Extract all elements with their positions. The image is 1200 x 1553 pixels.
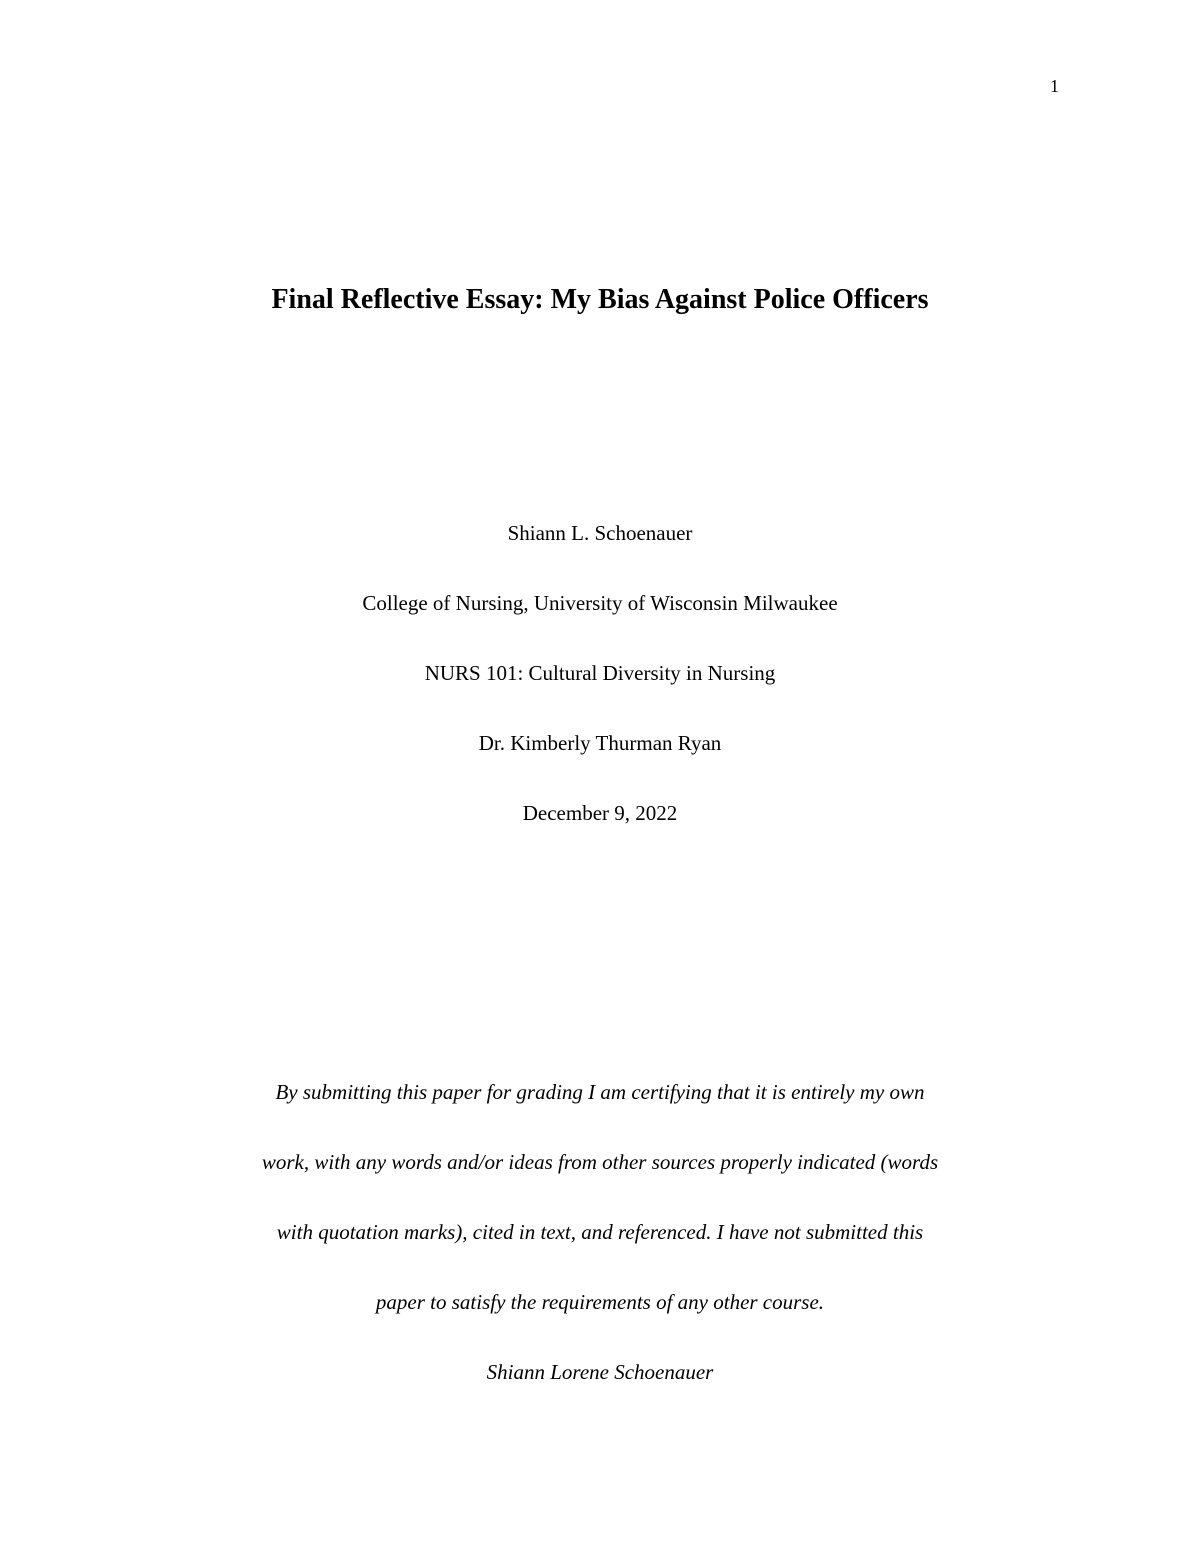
institution: College of Nursing, University of Wisconsin Milwaukee [362,591,838,615]
certification-line: with quotation marks), cited in text, and referenced. I have not submitted this [276,1220,924,1244]
instructor-name: Dr. Kimberly Thurman Ryan [478,731,722,755]
certification-line: paper to satisfy the requirements of any other course. [375,1290,825,1314]
certification-line: By submitting this paper for grading I am certifying that it is entirely my own [275,1080,925,1104]
submission-date: December 9, 2022 [522,801,678,825]
course-name: NURS 101: Cultural Diversity in Nursing [424,661,776,685]
paper-title: Final Reflective Essay: My Bias Against Police Officers [271,284,929,315]
signature: Shiann Lorene Schoenauer [486,1360,714,1384]
certification-line: work, with any words and/or ideas from other sources properly indicated (words [261,1150,939,1174]
author-name: Shiann L. Schoenauer [507,521,693,545]
page-number: 1 [1050,76,1059,96]
